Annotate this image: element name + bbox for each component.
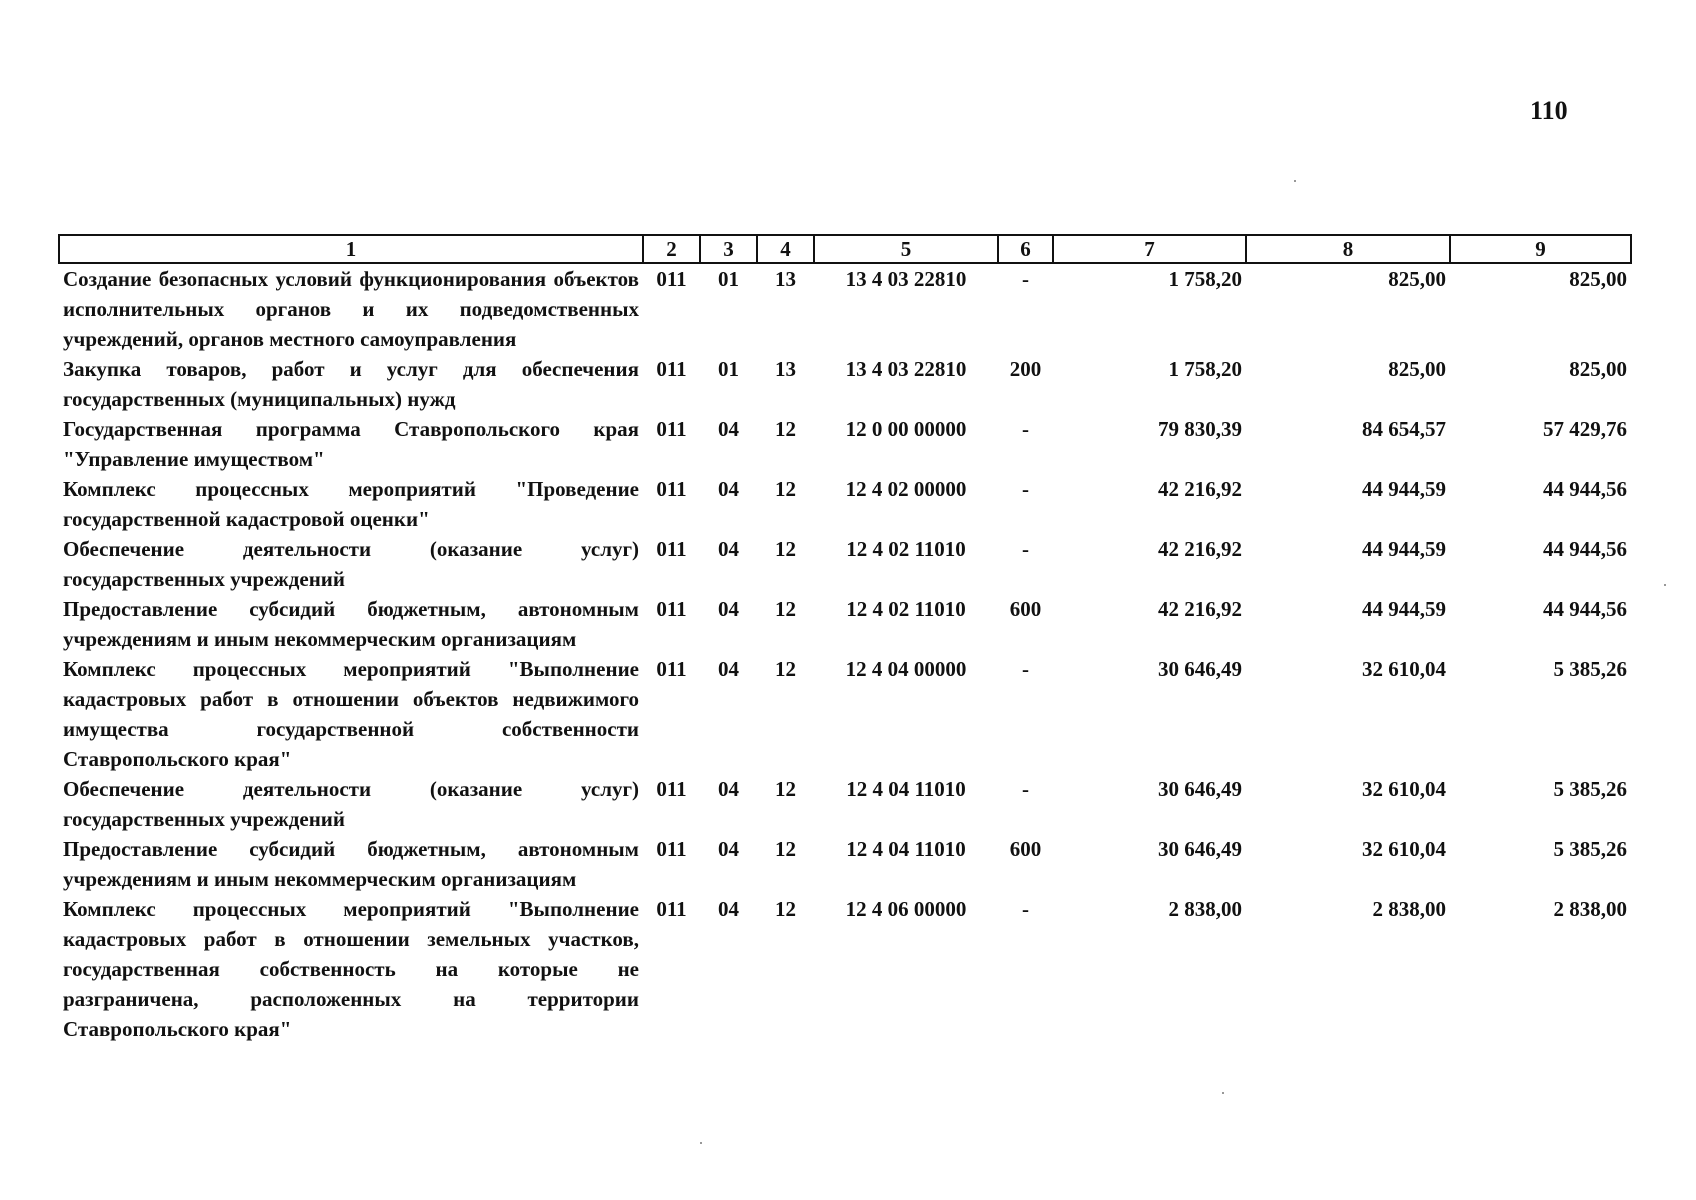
row-value-cell: - — [1022, 657, 1029, 681]
header-cell: 5 — [814, 235, 998, 263]
header-cell: 8 — [1246, 235, 1450, 263]
row-value-cell: 011 — [656, 357, 687, 381]
row-value-cell: 825,00 — [1569, 357, 1627, 381]
row-value-cell: 1 758,20 — [1168, 357, 1242, 381]
row-value-cell: 44 944,59 — [1362, 537, 1446, 561]
row-value-cell: - — [1022, 537, 1029, 561]
row-value-cell: 13 — [775, 357, 796, 381]
scan-speck — [1664, 584, 1666, 586]
row-value-cell: 12 — [775, 897, 796, 921]
row-value-cell: 12 4 04 11010 — [846, 777, 966, 801]
row-value-cell: 011 — [656, 897, 687, 921]
row-value-cell: 44 944,56 — [1543, 537, 1627, 561]
header-cell: 3 — [700, 235, 757, 263]
row-value-cell: 12 4 02 11010 — [846, 597, 966, 621]
row-value-cell: 1 758,20 — [1168, 267, 1242, 291]
row-value-cell: 12 4 02 11010 — [846, 537, 966, 561]
row-value-cell: 42 216,92 — [1158, 537, 1242, 561]
row-value-cell: 825,00 — [1388, 267, 1446, 291]
row-value-cell: 12 — [775, 477, 796, 501]
header-cell: 7 — [1053, 235, 1246, 263]
row-value-cell: - — [1022, 417, 1029, 441]
row-value-cell: - — [1022, 897, 1029, 921]
row-value-cell: 57 429,76 — [1543, 417, 1627, 441]
table-body — [59, 263, 1631, 1044]
header-cell: 4 — [757, 235, 814, 263]
row-value-cell: 825,00 — [1569, 267, 1627, 291]
row-name-cell: Закупка товаров, работ и услуг для обеспечения государственных (муниципальных) нужд — [63, 357, 639, 411]
row-value-cell: 30 646,49 — [1158, 777, 1242, 801]
row-value-cell: 04 — [718, 537, 739, 561]
table-row — [59, 474, 1631, 534]
row-value-cell: 5 385,26 — [1553, 777, 1627, 801]
table-row — [59, 263, 1631, 354]
row-name-cell: Обеспечение деятельности (оказание услуг) государственных учреждений — [63, 777, 639, 831]
row-value-cell: 011 — [656, 537, 687, 561]
row-value-cell: 12 — [775, 537, 796, 561]
row-value-cell: 13 — [775, 267, 796, 291]
table-row — [59, 414, 1631, 474]
row-value-cell: 12 4 06 00000 — [845, 897, 967, 921]
header-cell: 1 — [59, 235, 643, 263]
row-name-cell: Комплекс процессных мероприятий "Проведение государственной кадастровой оценки" — [63, 477, 639, 531]
row-value-cell: 04 — [718, 417, 739, 441]
row-value-cell: 84 654,57 — [1362, 417, 1446, 441]
row-value-cell: 011 — [656, 657, 687, 681]
row-value-cell: 2 838,00 — [1372, 897, 1446, 921]
row-value-cell: 04 — [718, 477, 739, 501]
row-value-cell: 200 — [1009, 357, 1042, 381]
row-value-cell: 12 — [775, 657, 796, 681]
row-value-cell: 12 4 02 00000 — [845, 477, 967, 501]
table-row — [59, 654, 1631, 774]
row-value-cell: - — [1022, 777, 1029, 801]
row-value-cell: 12 4 04 00000 — [845, 657, 967, 681]
row-value-cell: 011 — [656, 777, 687, 801]
header-cell: 2 — [643, 235, 700, 263]
row-value-cell: 12 — [775, 777, 796, 801]
header-row — [59, 235, 1631, 263]
row-value-cell: 600 — [1009, 837, 1042, 861]
row-name-cell: Государственная программа Ставропольского края "Управление имуществом" — [63, 417, 639, 471]
row-value-cell: 2 838,00 — [1168, 897, 1242, 921]
row-value-cell: 04 — [718, 657, 739, 681]
row-value-cell: 01 — [718, 357, 739, 381]
row-value-cell: 04 — [718, 837, 739, 861]
row-value-cell: 32 610,04 — [1362, 837, 1446, 861]
budget-table — [58, 234, 1632, 1044]
row-value-cell: 04 — [718, 597, 739, 621]
row-value-cell: 30 646,49 — [1158, 837, 1242, 861]
table-header — [59, 235, 1631, 263]
row-name-cell: Создание безопасных условий функционирования объектов исполнительных органов и их подведомственных учреждений, органов местного самоуправления — [63, 267, 639, 351]
row-value-cell: 5 385,26 — [1553, 837, 1627, 861]
header-cell: 6 — [998, 235, 1053, 263]
row-value-cell: 44 944,59 — [1362, 477, 1446, 501]
row-value-cell: 2 838,00 — [1553, 897, 1627, 921]
row-value-cell: 04 — [718, 777, 739, 801]
row-value-cell: 44 944,56 — [1543, 597, 1627, 621]
scan-speck — [1222, 1092, 1224, 1094]
row-value-cell: 825,00 — [1388, 357, 1446, 381]
row-value-cell: 12 — [775, 837, 796, 861]
page-number: 110 — [1530, 96, 1568, 125]
header-cell: 9 — [1450, 235, 1631, 263]
row-value-cell: - — [1022, 267, 1029, 291]
row-value-cell: 12 0 00 00000 — [845, 417, 967, 441]
row-value-cell: 011 — [656, 267, 687, 291]
row-value-cell: 32 610,04 — [1362, 657, 1446, 681]
row-value-cell: 42 216,92 — [1158, 597, 1242, 621]
row-value-cell: 5 385,26 — [1553, 657, 1627, 681]
table-row — [59, 534, 1631, 594]
row-value-cell: 42 216,92 — [1158, 477, 1242, 501]
row-value-cell: 30 646,49 — [1158, 657, 1242, 681]
row-name-cell: Предоставление субсидий бюджетным, автономным учреждениям и иным некоммерческим организациям — [63, 597, 639, 651]
row-value-cell: 44 944,56 — [1543, 477, 1627, 501]
row-value-cell: 04 — [718, 897, 739, 921]
row-value-cell: 01 — [718, 267, 739, 291]
row-value-cell: 44 944,59 — [1362, 597, 1446, 621]
table-row — [59, 354, 1631, 414]
row-value-cell: 12 4 04 11010 — [846, 837, 966, 861]
table-row — [59, 594, 1631, 654]
row-value-cell: 600 — [1009, 597, 1042, 621]
row-value-cell: 79 830,39 — [1158, 417, 1242, 441]
row-name-cell: Комплекс процессных мероприятий "Выполнение кадастровых работ в отношении земельных участков, государственная собственность на которые не разграничена, расположенных на территории Ставропольского края" — [63, 897, 639, 1041]
row-value-cell: 32 610,04 — [1362, 777, 1446, 801]
row-value-cell: 13 4 03 22810 — [845, 357, 967, 381]
table-row — [59, 834, 1631, 894]
row-value-cell: 12 — [775, 597, 796, 621]
row-value-cell: 13 4 03 22810 — [845, 267, 967, 291]
table-row — [59, 774, 1631, 834]
row-value-cell: 011 — [656, 597, 687, 621]
row-value-cell: 12 — [775, 417, 796, 441]
scan-speck — [1294, 180, 1296, 182]
row-value-cell: - — [1022, 477, 1029, 501]
row-name-cell: Предоставление субсидий бюджетным, автономным учреждениям и иным некоммерческим организациям — [63, 837, 639, 891]
row-value-cell: 011 — [656, 417, 687, 441]
table-row — [59, 894, 1631, 1044]
row-name-cell: Комплекс процессных мероприятий "Выполнение кадастровых работ в отношении объектов недвижимого имущества государственной собственности Ставропольского края" — [63, 657, 639, 771]
row-value-cell: 011 — [656, 477, 687, 501]
row-name-cell: Обеспечение деятельности (оказание услуг) государственных учреждений — [63, 537, 639, 591]
row-value-cell: 011 — [656, 837, 687, 861]
scan-speck — [700, 1142, 702, 1144]
